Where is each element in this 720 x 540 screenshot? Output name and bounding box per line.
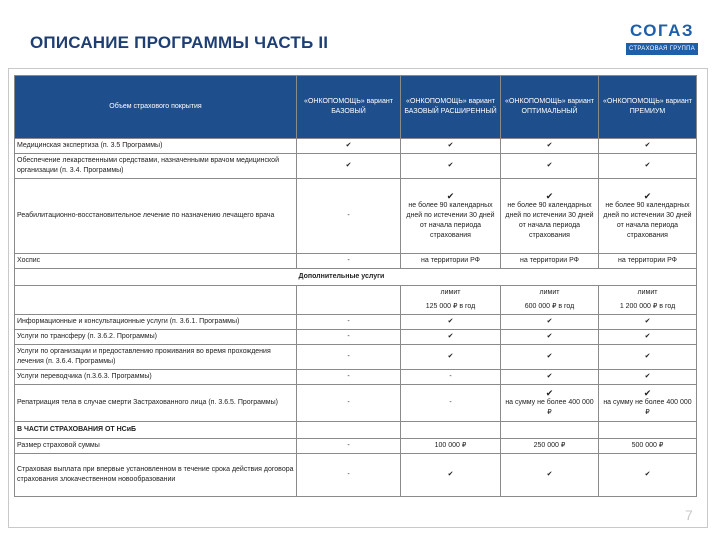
table-header-row	[15, 76, 697, 139]
row-label: Медицинская экспертиза (п. 3.5 Программы)	[15, 139, 297, 154]
row-label: Страховая выплата при впервые установленном в течение срока действия договора страхования злокачественном новообразовании	[15, 454, 297, 497]
check-icon: ✔	[401, 154, 501, 179]
header-optimal: «ОНКОПОМОЩЬ» вариант ОПТИМАЛЬНЫЙ	[501, 76, 599, 139]
dash-cell: -	[297, 179, 401, 254]
empty-cell	[501, 422, 599, 439]
cell-note: не более 90 календарных дней по истечении 30 дней от начала периода страхования	[505, 202, 594, 239]
cell-value: 100 000 ₽	[401, 439, 501, 454]
check-icon: ✔	[599, 315, 697, 330]
cell-note: не более 90 календарных дней по истечении 30 дней от начала периода страхования	[603, 202, 692, 239]
limit-cell	[501, 286, 599, 315]
check-icon: ✔	[599, 330, 697, 345]
empty-cell	[297, 286, 401, 315]
check-icon: ✔	[599, 454, 697, 497]
check-icon: ✔	[401, 454, 501, 497]
check-icon: ✔	[545, 388, 554, 398]
cell-value: на территории РФ	[599, 254, 697, 269]
dash-cell: -	[297, 254, 401, 269]
cell-with-check	[401, 179, 501, 254]
row-label: Репатриация тела в случае смерти Застрахованного лица (п. 3.6.5. Программы)	[15, 385, 297, 422]
check-icon: ✔	[501, 370, 599, 385]
cell-with-check	[501, 179, 599, 254]
check-icon: ✔	[599, 154, 697, 179]
table-row	[15, 330, 697, 345]
row-label: Хоспис	[15, 254, 297, 269]
check-icon: ✔	[501, 154, 599, 179]
header-premium: «ОНКОПОМОЩЬ» вариант ПРЕМИУМ	[599, 76, 697, 139]
limit-label: лимит	[539, 289, 560, 296]
empty-cell	[15, 269, 297, 286]
dash-cell: -	[297, 439, 401, 454]
cell-value: 500 000 ₽	[599, 439, 697, 454]
empty-cell	[297, 422, 401, 439]
check-icon: ✔	[401, 139, 501, 154]
row-label: Услуги по трансферу (п. 3.6.2. Программы)	[15, 330, 297, 345]
coverage-table	[14, 75, 697, 497]
section-title: В ЧАСТИ СТРАХОВАНИЯ ОТ НСиБ	[15, 422, 297, 439]
limit-value: 125 000 ₽ в год	[425, 303, 476, 310]
check-icon: ✔	[643, 388, 652, 398]
cell-value: на территории РФ	[401, 254, 501, 269]
cell-with-check	[599, 179, 697, 254]
header-coverage: Объем страхового покрытия	[15, 76, 297, 139]
check-icon: ✔	[501, 330, 599, 345]
check-icon: ✔	[297, 139, 401, 154]
section-row	[15, 422, 697, 439]
cell-with-check	[501, 385, 599, 422]
table-row	[15, 254, 697, 269]
section-row	[15, 269, 697, 286]
page-title: ОПИСАНИЕ ПРОГРАММЫ ЧАСТЬ II	[30, 33, 329, 52]
table-row	[15, 439, 697, 454]
sogaz-logo	[626, 22, 698, 60]
row-label: Услуги переводчика (п.3.6.3. Программы)	[15, 370, 297, 385]
check-icon: ✔	[501, 139, 599, 154]
table-row	[15, 179, 697, 254]
cell-value: на территории РФ	[501, 254, 599, 269]
table-row	[15, 370, 697, 385]
check-icon: ✔	[446, 191, 455, 201]
row-label: Информационные и консультационные услуги (п. 3.6.1. Программы)	[15, 315, 297, 330]
dash-cell: -	[297, 370, 401, 385]
header-basic-extended: «ОНКОПОМОЩЬ» вариант БАЗОВЫЙ РАСШИРЕННЫЙ	[401, 76, 501, 139]
check-icon: ✔	[501, 454, 599, 497]
limit-label: лимит	[440, 289, 461, 296]
limit-cell	[599, 286, 697, 315]
dash-cell: -	[297, 330, 401, 345]
check-icon: ✔	[545, 191, 554, 201]
dash-cell: -	[297, 454, 401, 497]
table-row	[15, 154, 697, 179]
cell-value: 250 000 ₽	[501, 439, 599, 454]
table-row	[15, 345, 697, 370]
check-icon: ✔	[401, 345, 501, 370]
dash-cell: -	[297, 385, 401, 422]
cell-note: не более 90 календарных дней по истечении 30 дней от начала периода страхования	[406, 202, 495, 239]
check-icon: ✔	[643, 191, 652, 201]
dash-cell: -	[401, 385, 501, 422]
logo-subtitle: СТРАХОВАЯ ГРУППА	[626, 43, 698, 55]
section-title: Дополнительные услуги	[297, 269, 697, 286]
check-icon: ✔	[599, 345, 697, 370]
empty-cell	[401, 422, 501, 439]
check-icon: ✔	[401, 315, 501, 330]
page-number: 7	[685, 507, 693, 523]
logo-name: СОГАЗ	[629, 21, 695, 40]
cell-note: на сумму не более 400 000 ₽	[603, 399, 692, 416]
limit-value: 600 000 ₽ в год	[524, 303, 575, 310]
row-label: Обеспечение лекарственными средствами, назначенными врачом медицинской организации (п. 3.4. Программы)	[15, 154, 297, 179]
check-icon: ✔	[501, 345, 599, 370]
empty-cell	[15, 286, 297, 315]
dash-cell: -	[297, 345, 401, 370]
limit-label: лимит	[637, 289, 658, 296]
check-icon: ✔	[297, 154, 401, 179]
table-row	[15, 454, 697, 497]
table-row	[15, 139, 697, 154]
cell-with-check	[599, 385, 697, 422]
check-icon: ✔	[501, 315, 599, 330]
check-icon: ✔	[401, 330, 501, 345]
row-label: Услуги по организации и предоставлению проживания во время прохождения лечения (п. 3.6.4. Программы)	[15, 345, 297, 370]
check-icon: ✔	[599, 370, 697, 385]
check-icon: ✔	[599, 139, 697, 154]
dash-cell: -	[401, 370, 501, 385]
table-row	[15, 315, 697, 330]
limit-value: 1 200 000 ₽ в год	[619, 303, 676, 310]
dash-cell: -	[297, 315, 401, 330]
cell-note: на сумму не более 400 000 ₽	[505, 399, 594, 416]
table-row	[15, 286, 697, 315]
row-label: Размер страховой суммы	[15, 439, 297, 454]
limit-cell	[401, 286, 501, 315]
table-row	[15, 385, 697, 422]
empty-cell	[599, 422, 697, 439]
header-basic: «ОНКОПОМОЩЬ» вариант БАЗОВЫЙ	[297, 76, 401, 139]
row-label: Реабилитационно-восстановительное лечение по назначению лечащего врача	[15, 179, 297, 254]
